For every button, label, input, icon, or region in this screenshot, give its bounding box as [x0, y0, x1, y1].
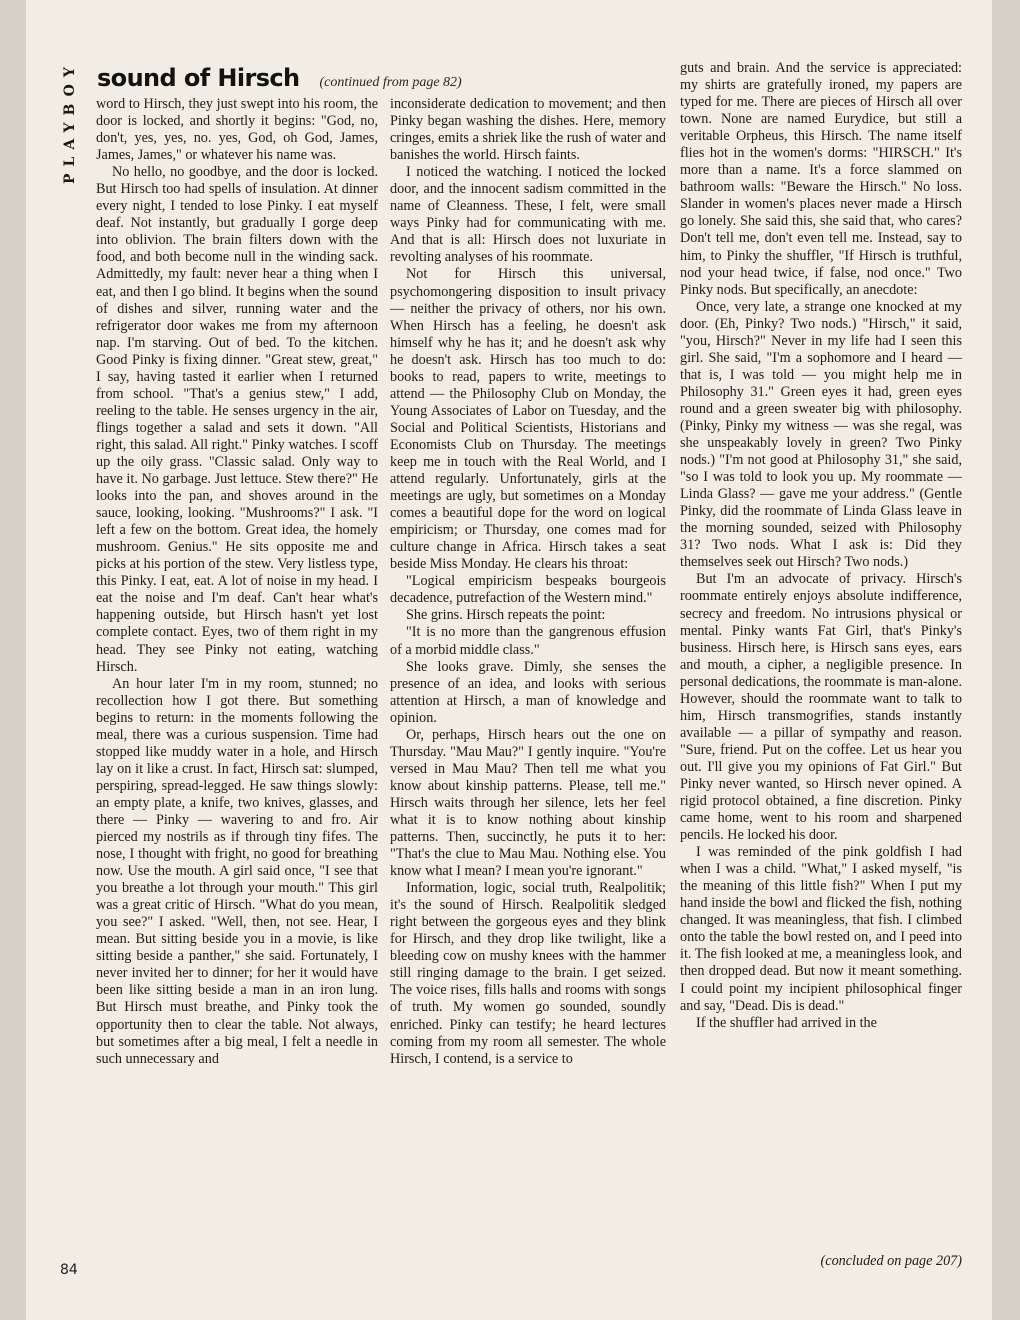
text-column-2 [390, 96, 666, 1068]
text-column-3 [680, 60, 962, 1032]
article-title: sound of Hirsch [97, 64, 300, 92]
paragraph: "Logical empiricism bespeaks bourgeois decadence, putrefaction of the Western mind." [390, 573, 666, 607]
paragraph: guts and brain. And the service is appreciated: my shirts are gratefully ironed, my papers are typed for me. There are pieces of Hirsch all over town. None are named Eurydice, but still a veritable Orpheus, this Hirsch. The name itself flies hot in the women's dorms: "HIRSCH." It's more than a name. It's a force slammed on bathroom walls: "Beware the Hirsch." No loss. Slander in women's places never made a Hirsch go lonely. She said this, she said that, who cares? Don't tell me, don't even tell me. Instead, say to him, to Pinky the shuffler, "If Hirsch is truthful, nod your head twice, if false, nod once." Two Pinky nods. But specifically, an anecdote: [680, 60, 962, 298]
page-number: 84 [60, 1262, 78, 1278]
paragraph: Or, perhaps, Hirsch hears out the one on Thursday. "Mau Mau?" I gently inquire. "You're versed in Mau Mau? Then tell me what you know about kinship patterns. Please, tell me." Hirsch waits through her silence, lets her feel what it is to know nothing about kinship patterns. Then, succinctly, he puts it to her: "That's the clue to Mau Mau. Nothing else. You know what I mean? I mean you're ignorant." [390, 726, 666, 880]
paragraph: She grins. Hirsch repeats the point: [406, 607, 606, 624]
paragraph: But I'm an advocate of privacy. Hirsch's roommate entirely enjoys absolute indifference, secrecy and freedom. No intrusions physical or mental. Pinky wants Fat Girl, that's Pinky's business. Hirsch here, is Hirsch sans eyes, ears and mouth, a cipher, a negligible presence. In personal dedications, the roommate is man-alone. However, should the roommate want to talk to him, Hirsch transmogrifies, stands instantly available — a pillar of sympathy and reason. "Sure, friend. Put on the coffee. Let us hear you out. I'll give you my opinions of Fat Girl." But Pinky never wanted, so Hirsch never opined. A rigid protocol obtained, a fine discretion. Pinky came home, went to his room and sharpened pencils. He locked his door. [680, 571, 962, 844]
scan-border-right [992, 0, 1020, 1320]
magazine-masthead: PLAYBOY [62, 60, 78, 184]
paragraph: I noticed the watching. I noticed the locked door, and the innocent sadism committed in the name of Cleanness. These, I felt, were small ways Pinky had for communicating with me. And that is all: Hirsch does not luxuriate in revolting analyses of his roommate. [390, 164, 666, 266]
paragraph: She looks grave. Dimly, she senses the presence of an idea, and looks with serious attention at Hirsch, a man of knowledge and opinion. [390, 658, 666, 726]
scan-border-left [0, 0, 26, 1320]
paragraph: Once, very late, a strange one knocked at my door. (Eh, Pinky? Two nods.) "Hirsch," it said, "you, Hirsch?" Never in my life had I seen this girl. She said, "I'm a sophomore and I heard — that is, I was told — you might help me in Philosophy 31." Green eyes it had, green eyes round and a green sweater big with philosophy. (Pinky, Pinky my witness — was she regal, was she unspeakably lovely in green? Two Pinky nods.) "I'm not good at Philosophy 31," she said, "so I was told to look you up. My roommate — Linda Glass? — gave me your address." (Gentle Pinky, did the roommate of Linda Glass leave in the morning sounded, seized with Philosophy 31? Two nods. What I ask is: Did they themselves seek out Hirsch? Two nods.) [680, 298, 962, 571]
paragraph: Not for Hirsch this universal, psychomongering disposition to insult privacy — neither the privacy of others, nor his own. When Hirsch has a feeling, he doesn't ask himself why he has it; and he doesn't ask why he doesn't ask. Hirsch has too much to do: books to read, papers to write, meetings to attend — the Philosophy Club on Monday, the Young Associates of Labor on Tuesday, and the Social and Political Scientists, Historians and Economists Club on Thursday. The meetings keep me in touch with the Real World, and I attend regularly. Unfortunately, girls at the meetings are ugly, but sometimes on a Monday comes a beautiful dope for the word on logical empiricism; or Thursday, one comes mad for culture change in Africa. Hirsch takes a seat beside Miss Monday. He clears his throat: [390, 266, 666, 573]
paragraph: word to Hirsch, they just swept into his room, the door is locked, and shortly it begins: "God, no, don't, yes, yes, no. yes, God, oh God, James, James, James," or whatever his name was. [96, 96, 378, 164]
paragraph: "It is no more than the gangrenous effusion of a morbid middle class." [390, 624, 666, 658]
concluded-note: (concluded on page 207) [820, 1253, 962, 1269]
paragraph: I was reminded of the pink goldfish I had when I was a child. "What," I asked myself, "is the meaning of this little fish?" When I put my hand inside the bowl and flicked the fish, nothing changed. It was meaningless, that fish. I climbed onto the table the bowl rested on, and I peed into it. The fish looked at me, a meaningless look, and then dropped dead. But now it meant something. I could point my incipient philosophical finger and say, "Dead. Dis is dead." [680, 844, 962, 1014]
paragraph: Information, logic, social truth, Realpolitik; it's the sound of Hirsch. Realpolitik sledged right between the gorgeous eyes and they blink for Hirsch, and they drop like twilight, like a bleeding cow on mushy knees with the hammer still ringing damage to the brain. I get seized. The voice rises, fills halls and rooms with songs of truth. My women go sounded, soundly enriched. Pinky can testify; he heard lectures coming from my room all semester. The whole Hirsch, I contend, is a service to [390, 880, 666, 1067]
continued-note: (continued from page 82) [319, 75, 462, 90]
article-header [97, 64, 462, 98]
paragraph: If the shuffler had arrived in the [696, 1014, 877, 1031]
text-column-1 [96, 96, 378, 1068]
paragraph: An hour later I'm in my room, stunned; no recollection how I got there. But something begins to return: in the moments following the meal, there was a curious suspension. Time had stopped like muddy water in a hole, and Hirsch lay on it like a crust. In fact, Hirsch sat: slumped, perspiring, spread-legged. He saw things slowly: an empty plate, a knife, two knives, glasses, and there — Pinky — wavering to and fro. Air pierced my nostrils as if through tiny fifes. The nose, I thought with fright, no good for breathing now. Use the mouth. A girl said once, "I see that you breathe a lot through your mouth." This girl was a great critic of Hirsch. "What do you mean, you see?" I asked. "Well, then, not see. Hear, I mean. But sitting beside you in a movie, is like sitting beside a panther," she said. Fortunately, I never invited her to dinner; for her it would have been like sitting beside a man in an iron lung. But Hirsch must breathe, and Pinky took the opportunity then to clear the table. Not always, but sometimes after a big meal, I felt a needle in such unnecessary and [96, 675, 378, 1067]
paragraph: No hello, no goodbye, and the door is locked. But Hirsch too had spells of insulation. At dinner every night, I tended to lose Pinky. I eat myself deaf. Not instantly, but gradually I gorge deep into oblivion. The brain filters down with the food, and both become null in the winding sack. Admittedly, my fault: never hear a thing when I eat, and then I go blind. It begins when the sound of dishes and silver, running water and the refrigerator door wakes me from my afternoon nap. I'm starving. Out of bed. To the kitchen. Good Pinky is fixing dinner. "Great stew, great," I say, having tasted it earlier when I returned from school. "That's a genius stew," I add, reeling to the table. He senses urgency in the air, flings together a salad and sets it down. "All right, this salad. All right." Pinky watches. I scoff up the oily grass. "Classic salad. Only way to have it. No garbage. Just lettuce. Stew there?" He looks into the pan, and shoves around in the sauce, looking, looking. "Mushrooms?" I ask. "I left a few on the bottom. Great idea, the homely mushroom. Genius." He sits opposite me and picks at his portion of the stew. Very listless type, this Pinky. I eat, eat. A lot of noise in my head. I eat the noise and I'm deaf. Can't hear what's happening outside, but Hirsch hasn't yet lost complete contact. Eyes, two of them right in my head. They see Pinky not eating, watching Hirsch. [96, 164, 378, 675]
paragraph: inconsiderate dedication to movement; and then Pinky began washing the dishes. Here, memory cringes, emits a shriek like the rush of water and banishes the world. Hirsch faints. [390, 96, 666, 164]
